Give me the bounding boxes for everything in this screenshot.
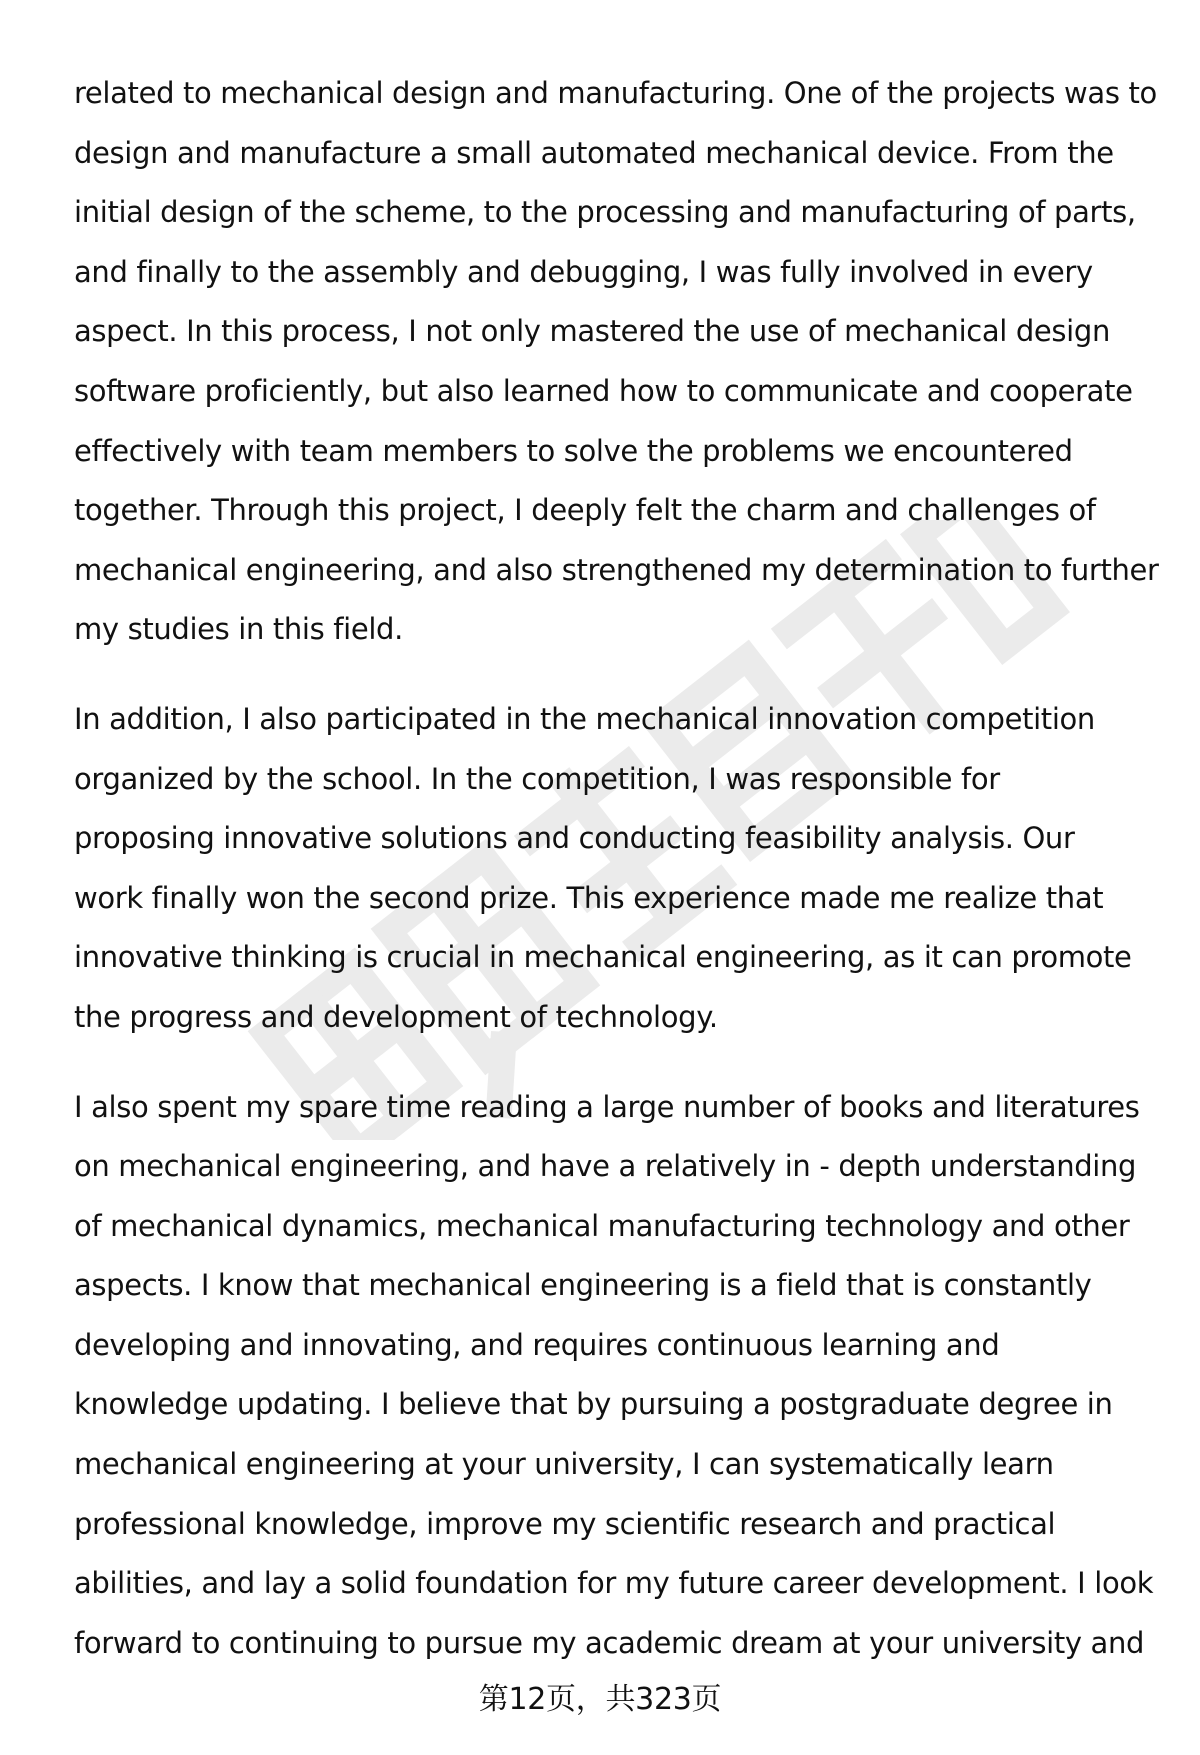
- page-number-footer: 第12页，共323页: [478, 1682, 722, 1717]
- text-line: aspects. I know that mechanical engineering is a field that is constantly: [74, 1268, 1092, 1303]
- text-line: I also spent my spare time reading a large number of books and literatures: [74, 1089, 1140, 1124]
- text-line: developing and innovating, and requires continuous learning and: [74, 1327, 1000, 1362]
- paragraph-3: [74, 1078, 1164, 1674]
- text-line: mechanical engineering at your university, I can systematically learn: [74, 1447, 1054, 1482]
- text-line: knowledge updating. I believe that by pursuing a postgraduate degree in: [74, 1387, 1113, 1422]
- text-line: abilities, and lay a solid foundation for my future career development. I look: [74, 1566, 1154, 1601]
- text-line: of mechanical dynamics, mechanical manufacturing technology and other: [74, 1208, 1130, 1243]
- text-line: initial design of the scheme, to the processing and manufacturing of parts,: [74, 195, 1136, 230]
- text-line: the progress and development of technology.: [74, 999, 718, 1034]
- text-line: In addition, I also participated in the mechanical innovation competition: [74, 701, 1095, 736]
- text-line: proposing innovative solutions and conducting feasibility analysis. Our: [74, 821, 1075, 856]
- text-line: forward to continuing to pursue my academic dream at your university and: [74, 1625, 1145, 1660]
- text-line: organized by the school. In the competition, I was responsible for: [74, 761, 1000, 796]
- paragraph-2: [74, 690, 1164, 1048]
- text-line: software proficiently, but also learned how to communicate and cooperate: [74, 373, 1133, 408]
- text-line: innovative thinking is crucial in mechanical engineering, as it can promote: [74, 940, 1132, 975]
- document-body: [74, 64, 1164, 1673]
- text-line: related to mechanical design and manufacturing. One of the projects was to: [74, 76, 1157, 110]
- text-line: and finally to the assembly and debugging, I was fully involved in every: [74, 254, 1093, 289]
- text-line: effectively with team members to solve the problems we encountered: [74, 433, 1073, 468]
- text-line: work finally won the second prize. This experience made me realize that: [74, 880, 1104, 915]
- text-line: design and manufacture a small automated mechanical device. From the: [74, 135, 1114, 170]
- text-line: mechanical engineering, and also strengthened my determination to further: [74, 552, 1159, 587]
- text-line: my studies in this field.: [74, 612, 403, 647]
- text-line: professional knowledge, improve my scientific research and practical: [74, 1506, 1056, 1541]
- paragraph-1: [74, 64, 1164, 660]
- text-line: together. Through this project, I deeply felt the charm and challenges of: [74, 493, 1096, 528]
- text-line: on mechanical engineering, and have a relatively in - depth understanding: [74, 1149, 1137, 1184]
- text-line: aspect. In this process, I not only mastered the use of mechanical design: [74, 314, 1110, 349]
